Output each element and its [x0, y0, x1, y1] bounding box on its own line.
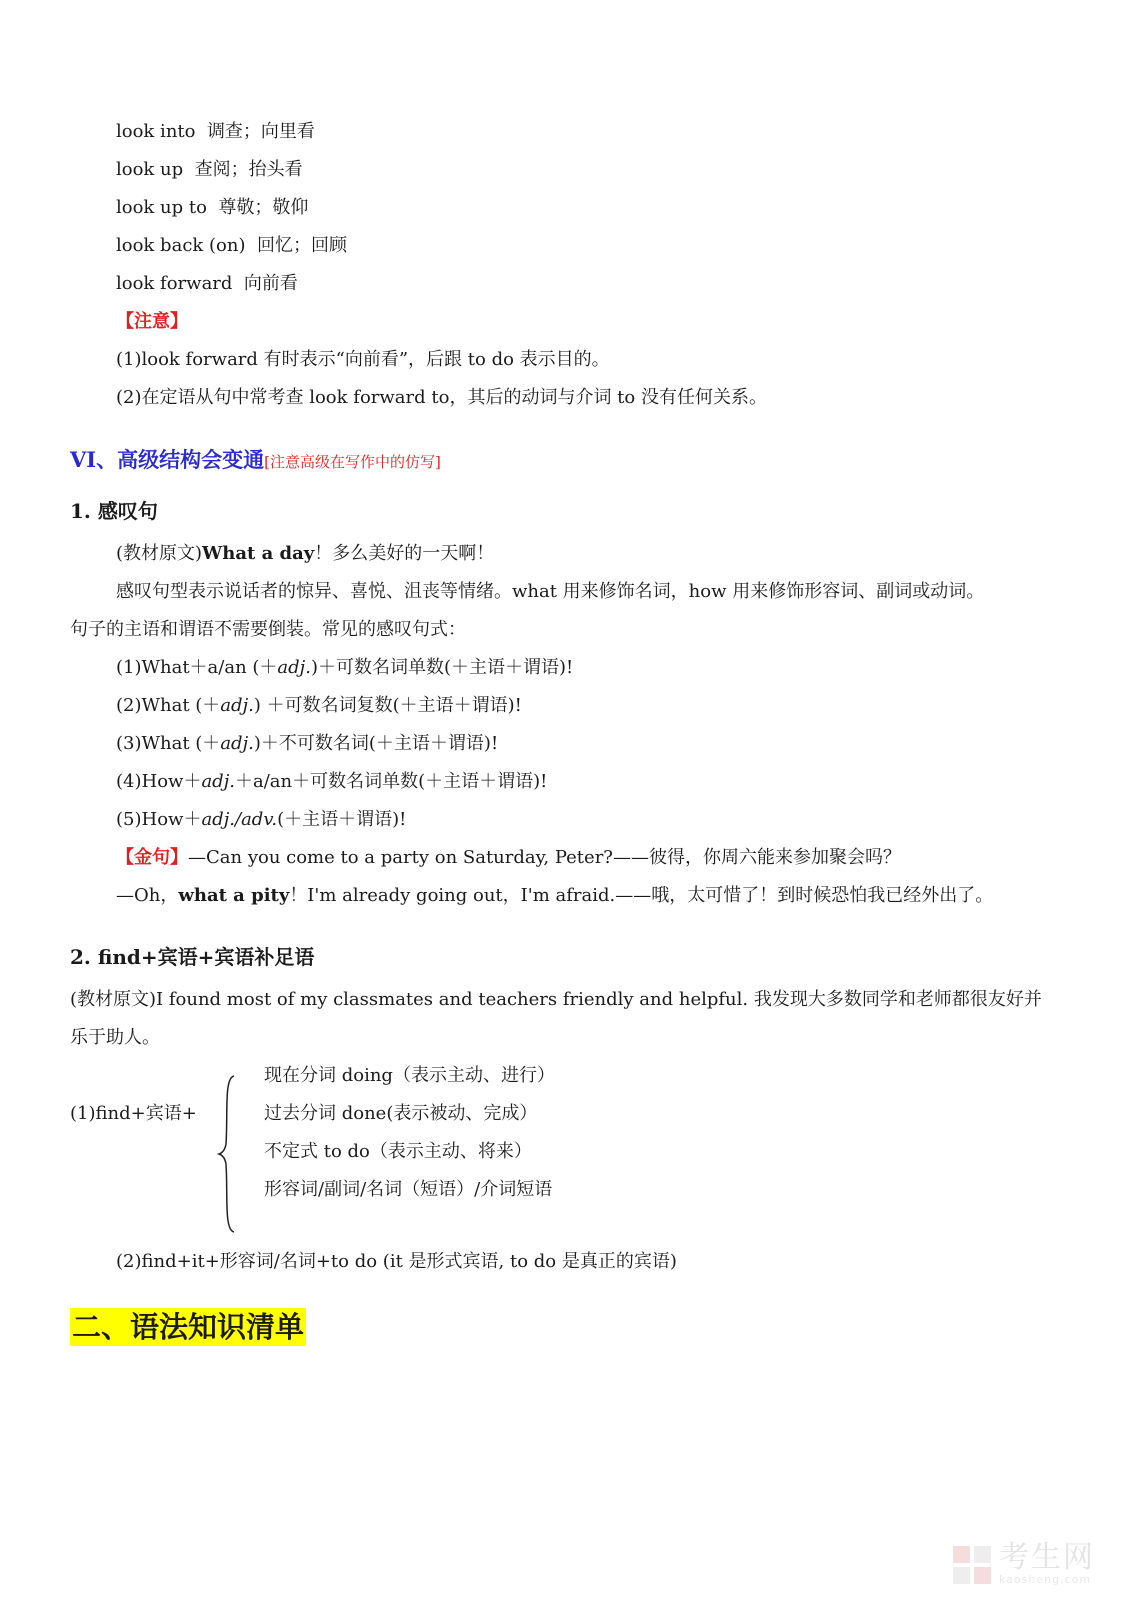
- golden-reply: —Oh，what a pity！I'm already going out，I'm afraid.——哦，太可惜了！到时候恐怕我已经外出了。: [116, 885, 994, 906]
- example-sentence: (教材原文)I found most of my classmates and teachers friendly and helpful. 我发现大多数同学和老师都很友好并: [70, 989, 1042, 1010]
- description-line: 感叹句型表示说话者的惊异、喜悦、沮丧等情绪。what 用来修饰名词，how 用来修饰形容词、副词或动词。: [116, 581, 985, 602]
- example-sentence-cont: 乐于助人。: [70, 1027, 160, 1048]
- golden-sentence: 【金句】—Can you come to a party on Saturday, Peter?——彼得，你周六能来参加聚会吗？: [116, 847, 901, 868]
- grammar-heading: 二、语法知识清单: [72, 1310, 305, 1344]
- example-sentence: (教材原文)What a day！多么美好的一天啊！: [116, 543, 495, 564]
- formula-2: (2)What (＋adj.) ＋可数名词复数(＋主语＋谓语)!: [116, 695, 522, 716]
- watermark: [951, 1540, 1095, 1586]
- item-heading: 2. find+宾语+宾语补足语: [70, 945, 315, 969]
- option-item: 形容词/副词/名词（短语）/介词短语: [264, 1179, 553, 1200]
- formula-5: (5)How＋adj./adv.(＋主语＋谓语)!: [116, 809, 407, 830]
- formula-4: (4)How＋adj.＋a/an＋可数名词单数(＋主语＋谓语)!: [116, 771, 548, 792]
- watermark-text: 考生网: [999, 1540, 1095, 1575]
- option-item: 过去分词 done(表示被动、完成）: [264, 1103, 538, 1124]
- phrase-row: look up 查阅；抬头看: [116, 159, 303, 180]
- description-line: 句子的主语和谓语不需要倒装。常见的感叹句式：: [70, 619, 466, 640]
- note-item: (2)在定语从句中常考查 look forward to，其后的动词与介词 to 没有任何关系。: [116, 387, 767, 408]
- phrase-row: look back (on) 回忆；回顾: [116, 235, 347, 256]
- pattern-2: (2)find+it+形容词/名词+to do (it 是形式宾语, to do 是真正的宾语): [116, 1251, 677, 1272]
- pattern-label: (1)find+宾语+: [70, 1103, 197, 1124]
- watermark-sub: kaosheng.com: [999, 1573, 1092, 1586]
- option-item: 现在分词 doing（表示主动、进行）: [264, 1065, 555, 1086]
- note-item: (1)look forward 有时表示“向前看”，后跟 to do 表示目的。: [116, 349, 610, 370]
- phrase-row: look into 调查；向里看: [116, 121, 315, 142]
- section-tag: [注意高级在写作中的仿写]: [264, 453, 441, 471]
- option-item: 不定式 to do（表示主动、将来）: [264, 1141, 532, 1162]
- formula-1: (1)What＋a/an (＋adj.)＋可数名词单数(＋主语＋谓语)!: [116, 657, 574, 678]
- note-label: 【注意】: [116, 311, 188, 332]
- item-heading: 1. 感叹句: [70, 499, 158, 523]
- phrase-row: look forward 向前看: [116, 273, 298, 294]
- phrase-row: look up to 尊敬；敬仰: [116, 197, 309, 218]
- kaosheng-logo-icon: [951, 1544, 993, 1586]
- golden-label: 【金句】: [116, 847, 188, 868]
- curly-brace-icon: [216, 1074, 238, 1234]
- formula-3: (3)What (＋adj.)＋不可数名词(＋主语＋谓语)!: [116, 733, 499, 754]
- section-title: VI、高级结构会变通[注意高级在写作中的仿写]: [70, 447, 441, 472]
